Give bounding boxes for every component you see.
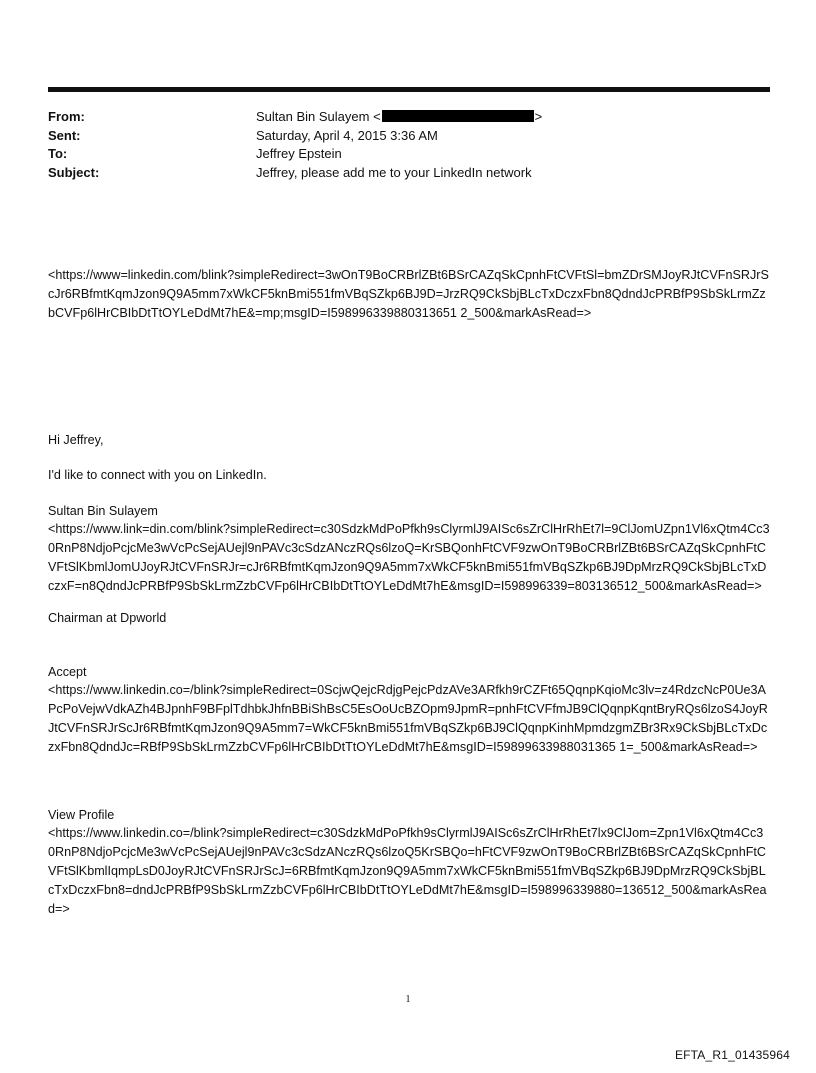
- subject-value: Jeffrey, please add me to your LinkedIn network: [256, 164, 532, 180]
- bates-number: EFTA_R1_01435964: [674, 1048, 790, 1062]
- email-header: [48, 108, 770, 182]
- sender-title: Chairman at Dpworld: [48, 611, 167, 625]
- sent-value: Saturday, April 4, 2015 3:36 AM: [256, 127, 438, 143]
- page-number: 1: [405, 994, 411, 1005]
- greeting: Hi Jeffrey,: [48, 433, 104, 447]
- to-value: Jeffrey Epstein: [256, 146, 342, 161]
- sent-row: [48, 127, 770, 146]
- accept-label: Accept: [48, 665, 87, 679]
- from-name: Sultan Bin Sulayem <: [256, 109, 381, 124]
- link-view-profile[interactable]: <https://www.linkedin.co=/blink?simpleRedirect=c30SdzkMdPoPfkh9sClyrmlJ9AISc6sZrClHrRhEt7lx9ClJom=Zpn1Vl6xQtm4Cc30RnP8NdjoPcjcMe3wVcPcSejAUejl9nPAVc3cSdzANczRQs6lzoQ5KrSBQo=hFtCVF9zwOnT9BoCRBrlZBt6BSrCAZqSkCpnhFtCVFtSlKbmlIqmpLsD0JoyRJtCVFnSRJrScJ=6RBfmtKqmJzon9Q9A5mm7xWkCF5knBmi551fmVBqSZkp6BJ9DpMrzRQ9CkSbjBLcTxDczxFbn8=dndJcPRBfP9SbSkLrmZzbCVFp6lHrCBIbDtTtOYLeDdMt7hE&msgID=I598996339880=136512_500&markAsRead=>: [48, 826, 767, 916]
- from-row: [48, 108, 770, 127]
- subject-label: Subject:: [48, 164, 100, 180]
- view-profile-label: View Profile: [48, 808, 115, 822]
- to-row: [48, 145, 770, 164]
- sender-name: Sultan Bin Sulayem: [48, 504, 158, 518]
- redaction-box: [382, 110, 534, 122]
- from-label: From:: [48, 109, 85, 124]
- header-rule: [48, 87, 770, 92]
- intro-text: I'd like to connect with you on LinkedIn.: [48, 468, 267, 482]
- from-value: [256, 108, 770, 127]
- from-tail: >: [534, 109, 543, 124]
- link-accept[interactable]: <https://www.linkedin.co=/blink?simpleRedirect=0ScjwQejcRdjgPejcPdzAVe3ARfkh9rCZFt65QqnpKqioMc3lv=z4RdzcNcP0Ue3APcPoVejwVdkAZh4BJpnhF9BFplTdhbkJhfnBBiShBsC5EsOoUcBZOpm9JpmR=pnhFtCVFfmJB9ClQqnpKqntBryRQs6lzoS4JoyRJtCVFnSRJrScJr6RBfmtKqmJzon9Q9A5mm7=WkCF5knBmi551fmVBqSZkp6BJ9ClQqnpKinhMpmdzgmZBr3Rx9CkSbjBLcTxDczxFbn8QdndJc=RBfP9SbSkLrmZzbCVFp6lHrCBIbDtTtOYLeDdMt7hE&msgID=I59899633988031365 1=_500&markAsRead=>: [48, 683, 768, 754]
- subject-row: [48, 164, 770, 183]
- link-top[interactable]: <https://www=linkedin.com/blink?simpleRedirect=3wOnT9BoCRBrlZBt6BSrCAZqSkCpnhFtCVFtSl=bmZDrSMJoyRJtCVFnSRJrScJr6RBfmtKqmJzon9Q9A5mm7xWkCF5knBmi551fmVBqSZkp6BJ9D=JrzRQ9CkSbjBLcTxDczxFbn8QdndJcPRBfP9SbSkLrmZzbCVFp6lHrCBIbDtTtOYLeDdMt7hE&=mp;msgID=I598996339880313651 2_500&markAsRead=>: [48, 268, 769, 320]
- link-sender-profile[interactable]: <https://www.link=din.com/blink?simpleRedirect=c30SdzkMdPoPfkh9sClyrmlJ9AISc6sZrClHrRhEt7l=9ClJomUZpn1Vl6xQtm4Cc30RnP8NdjoPcjcMe3wVcPcSejAUejl9nPAVc3cSdzANczRQs6lzoQ=KrSBQonhFtCVF9zwOnT9BoCRBrlZBt6BSrCAZqSkCpnhFtCVFtSlKbmlJomUJoyRJtCVFnSRJr=cJr6RBfmtKqmJzon9Q9A5mm7xWkCF5knBmi551fmVBqSZkp6BJ9DpMrzRQ9CkSbjBLcTxDczxF=n8QdndJcPRBfP9SbSkLrmZzbCVFp6lHrCBIbDtTtOYLeDdMt7hE&msgID=I598996339=803136512_500&markAsRead=>: [48, 522, 770, 593]
- sent-label: Sent:: [48, 127, 81, 143]
- to-label: To:: [48, 146, 68, 161]
